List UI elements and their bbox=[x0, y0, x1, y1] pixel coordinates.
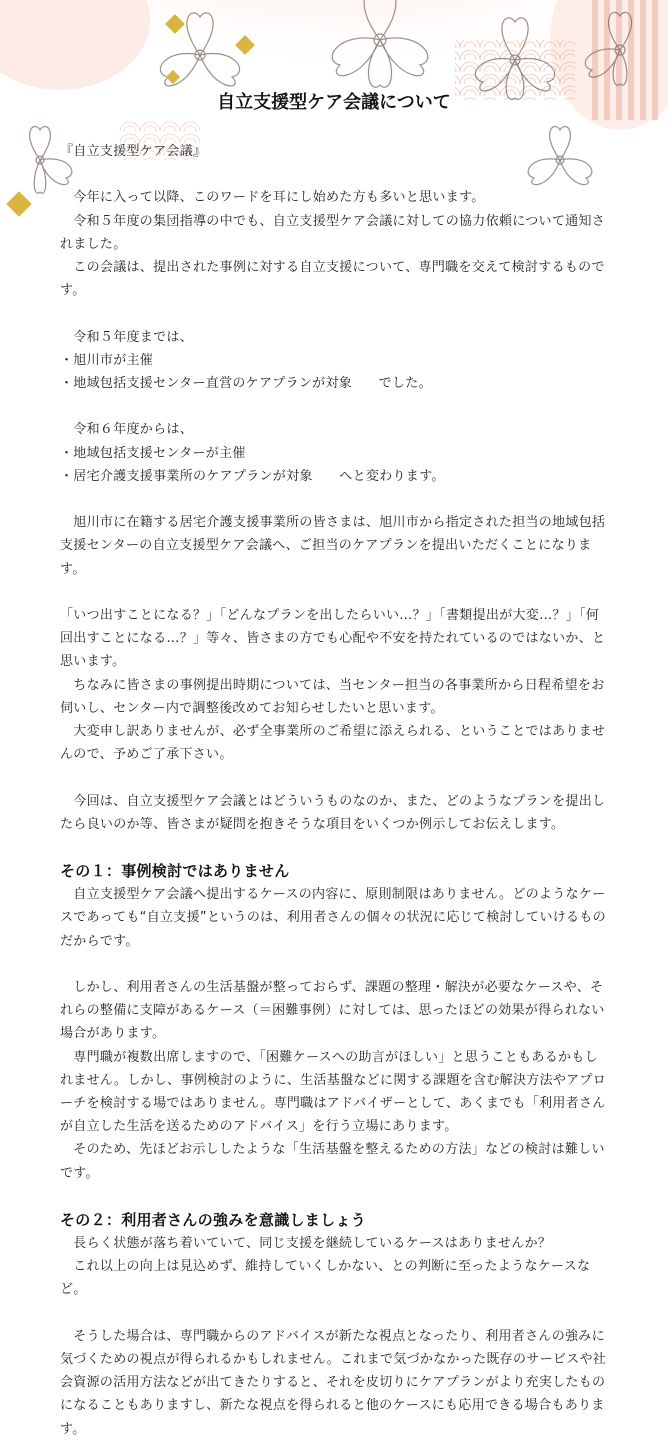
intro-quote-title: 『自立支援型ケア会議』 bbox=[60, 144, 207, 159]
from-r6-lead: 令和６年度からは、 bbox=[60, 422, 194, 438]
section1-paragraph: しかし、利用者さんの生活基盤が整っておらず、課題の整理・解決が必要なケースや、それらの整備に支障があるケース（＝困難事例）に対しては、思ったほどの効果が得られない場合があります。 bbox=[60, 979, 605, 1042]
intro-paragraph: 今年に入って以降、このワードを耳にし始めた方も多いと思います。 bbox=[60, 190, 485, 206]
article-body bbox=[60, 140, 608, 1441]
from-r6-item: ・居宅介護支援事業所のケアプランが対象 へと変わります。 bbox=[60, 468, 445, 484]
intro-paragraph: 今回は、自立支援型ケア会議とはどういうものなのか、また、どのようなプランを提出したら良いのか等、皆さまが疑問を抱きそうな項目をいくつか例示してお伝えします。 bbox=[60, 793, 606, 832]
intro-paragraph: この会議は、提出された事例に対する自立支援について、専門職を交えて検討するものです。 bbox=[60, 260, 605, 299]
section1-paragraph: そのため、先ほどお示ししたような「生活基盤を整えるための方法」などの検討は難しいです。 bbox=[60, 1142, 605, 1181]
section1-heading: その１：事例検討ではありません bbox=[60, 862, 290, 881]
section2-paragraph: そうした場合は、専門職からのアドバイスが新たな視点となったり、利用者さんの強みに気づくための視点が得られるかもしれません。これまで気づかなかった既存のサービスや社会資源の活用方法などが出てきたりすると、それを皮切りにケアプランがより充実したものになることもありますし、新たな視点を得られると他のケースにも応用できる場合もあります。 bbox=[60, 1328, 607, 1437]
section2-paragraph: 長らく状態が落ち着いていて、同じ支援を継続しているケースはありませんか？ bbox=[60, 1236, 552, 1251]
until-r5-lead: 令和５年度までは、 bbox=[60, 329, 194, 345]
intro-paragraph: 旭川市に在籍する居宅介護支援事業所の皆さまは、旭川市から指定された担当の地域包括支援センターの自立支援型ケア会議へ、ご担当のケアプランを提出いただくことになります。 bbox=[60, 515, 606, 577]
from-r6-item: ・地域包括支援センターが主催 bbox=[60, 445, 246, 461]
page-title: 自立支援型ケア会議について bbox=[217, 92, 451, 113]
section1-paragraph: 自立支援型ケア会議へ提出するケースの内容に、原則制限はありません。どのようなケースであっても“自立支援”というのは、利用者さんの個々の状況に応じて検討していけるものだからです。 bbox=[60, 887, 606, 949]
intro-paragraph: 「いつ出すことになる？」「どんなプランを出したらいい…？」「書類提出が大変…？」「何回出すことになる…？」等々、皆さまの方でも心配や不安を持たれているのではないか、と思います。 bbox=[60, 607, 606, 670]
until-r5-item: ・地域包括支援センター直営のケアプランが対象 でした。 bbox=[60, 376, 432, 391]
until-r5-item: ・旭川市が主催 bbox=[60, 352, 154, 368]
section2-paragraph: これ以上の向上は見込めず、維持していくしかない、との判断に至ったようなケースなど。 bbox=[60, 1259, 591, 1298]
intro-paragraph: 大変申し訳ありませんが、必ず全事業所のご希望に添えられる、ということではありませんので、予めご了承下さい。 bbox=[60, 724, 606, 763]
section2-heading: その２：利用者さんの強みを意識しましょう bbox=[60, 1211, 367, 1229]
intro-paragraph: ちなみに皆さまの事例提出時期については、当センター担当の各事業所から日程希望をお伺いし、センター内で調整後改めてお知らせしたいと思います。 bbox=[60, 677, 605, 716]
intro-paragraph: 令和５年度の集団指導の中でも、自立支援型ケア会議に対しての協力依頼について通知されました。 bbox=[60, 213, 606, 252]
section1-paragraph: 専門職が複数出席しますので、「困難ケースへの助言がほしい」と思うこともあるかもしれません。しかし、事例検討のように、生活基盤などに関する課題を含む解決方法やアプローチを検討する場ではありません。専門職はアドバイザーとして、あくまでも「利用者さんが自立した生活を送るためのアドバイス」を行う立場にあります。 bbox=[60, 1049, 607, 1135]
